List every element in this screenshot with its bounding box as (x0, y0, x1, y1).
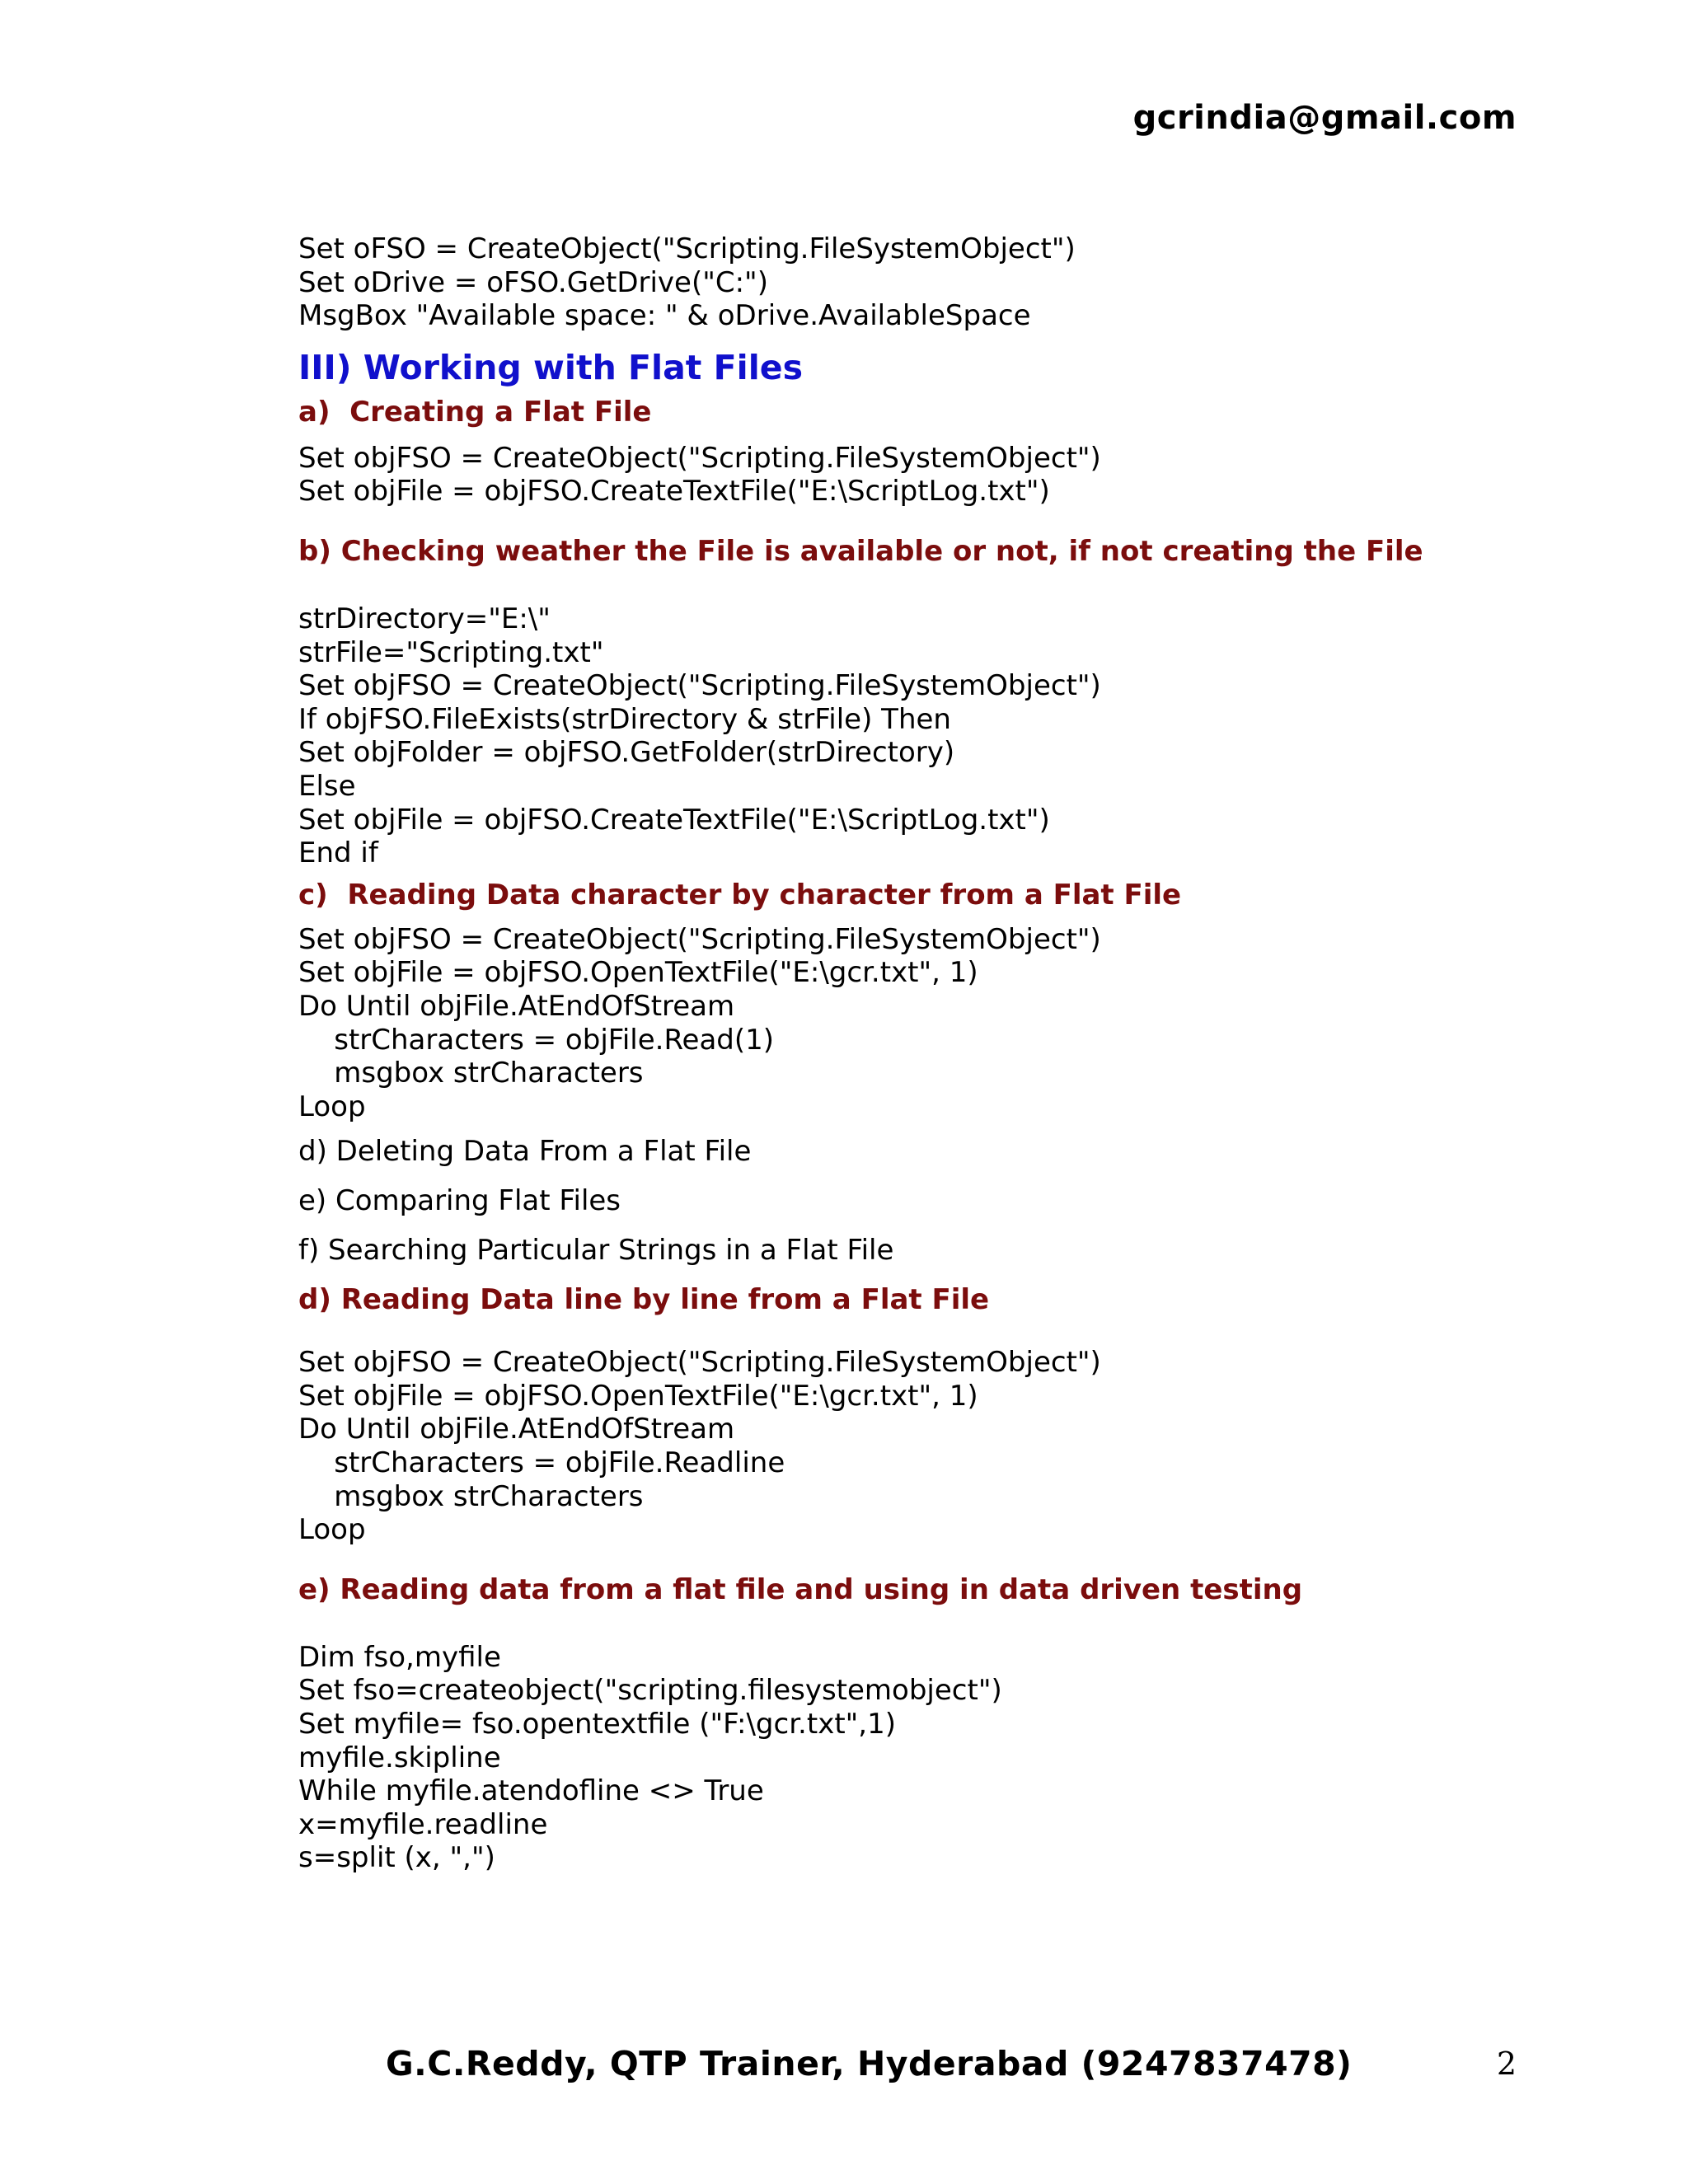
subsection-a-title: a) Creating a Flat File (298, 395, 652, 429)
subsection-e-code (298, 1641, 1535, 1875)
code-line: Do Until objFile.AtEndOfStream (298, 1413, 735, 1446)
code-line: Loop (298, 1090, 366, 1123)
code-line: Set oFSO = CreateObject("Scripting.FileSystemObject") (298, 232, 1076, 265)
code-line: Set oDrive = oFSO.GetDrive("C:") (298, 265, 768, 299)
code-line: myfile.skipline (298, 1741, 501, 1774)
plain-item-f: f) Searching Particular Strings in a Flat File (298, 1234, 894, 1268)
subsection-c-code (298, 923, 1535, 1124)
code-line: msgbox strCharacters (298, 1057, 644, 1090)
header-email: gcrindia@gmail.com (1132, 99, 1517, 137)
footer-text: G.C.Reddy, QTP Trainer, Hyderabad (9247837478) (386, 2044, 1353, 2083)
code-line: Set objFSO = CreateObject("Scripting.FileSystemObject") (298, 922, 1101, 956)
page-content (298, 232, 1535, 1875)
code-line: x=myfile.readline (298, 1807, 548, 1841)
code-line: Set objFile = objFSO.CreateTextFile("E:\ScriptLog.txt") (298, 475, 1050, 509)
subsection-e-title: e) Reading data from a flat file and using in data driven testing (298, 1572, 1303, 1606)
page-number: 2 (1496, 2046, 1517, 2082)
code-line: Else (298, 769, 356, 803)
intro-code-block (298, 232, 1535, 333)
code-line: If objFSO.FileExists(strDirectory & strFile) Then (298, 702, 951, 736)
subsection-b-title: b) Checking weather the File is available or not, if not creating the File (298, 534, 1423, 568)
code-line: End if (298, 837, 378, 870)
code-line: Set objFolder = objFSO.GetFolder(strDirectory) (298, 736, 955, 770)
subsection-d-title: d) Reading Data line by line from a Flat File (298, 1283, 990, 1317)
code-line: Set fso=createobject("scripting.filesystemobject") (298, 1674, 1002, 1708)
code-line: Set objFile = objFSO.OpenTextFile("E:\gcr.txt", 1) (298, 956, 978, 990)
code-line: strFile="Scripting.txt" (298, 635, 604, 669)
code-line: Set objFile = objFSO.OpenTextFile("E:\gcr.txt", 1) (298, 1379, 978, 1413)
section-title: III) Working with Flat Files (298, 347, 803, 387)
subsection-b-code (298, 602, 1535, 870)
code-line: Dim fso,myfile (298, 1640, 501, 1674)
code-line: Do Until objFile.AtEndOfStream (298, 989, 735, 1023)
subsection-c-title: c) Reading Data character by character from a Flat File (298, 878, 1182, 912)
code-line: Set objFSO = CreateObject("Scripting.FileSystemObject") (298, 1346, 1101, 1380)
code-line: strDirectory="E:\" (298, 602, 551, 635)
code-line: Set objFile = objFSO.CreateTextFile("E:\ScriptLog.txt") (298, 803, 1050, 837)
code-line: strCharacters = objFile.Read(1) (298, 1023, 775, 1057)
subsection-a-code (298, 442, 1535, 509)
plain-item-e: e) Comparing Flat Files (298, 1184, 621, 1218)
subsection-d-code (298, 1346, 1535, 1547)
code-line: Set myfile= fso.opentextfile ("F:\gcr.txt",1) (298, 1708, 896, 1741)
code-line: s=split (x, ",") (298, 1841, 495, 1875)
code-line: While myfile.atendofline <> True (298, 1774, 764, 1808)
code-line: strCharacters = objFile.Readline (298, 1446, 785, 1480)
code-line: Set objFSO = CreateObject("Scripting.FileSystemObject") (298, 441, 1101, 475)
code-line: MsgBox "Available space: " & oDrive.AvailableSpace (298, 299, 1031, 333)
code-line: Loop (298, 1513, 366, 1547)
code-line: Set objFSO = CreateObject("Scripting.FileSystemObject") (298, 669, 1101, 703)
code-line: msgbox strCharacters (298, 1479, 644, 1513)
plain-item-d: d) Deleting Data From a Flat File (298, 1135, 752, 1169)
